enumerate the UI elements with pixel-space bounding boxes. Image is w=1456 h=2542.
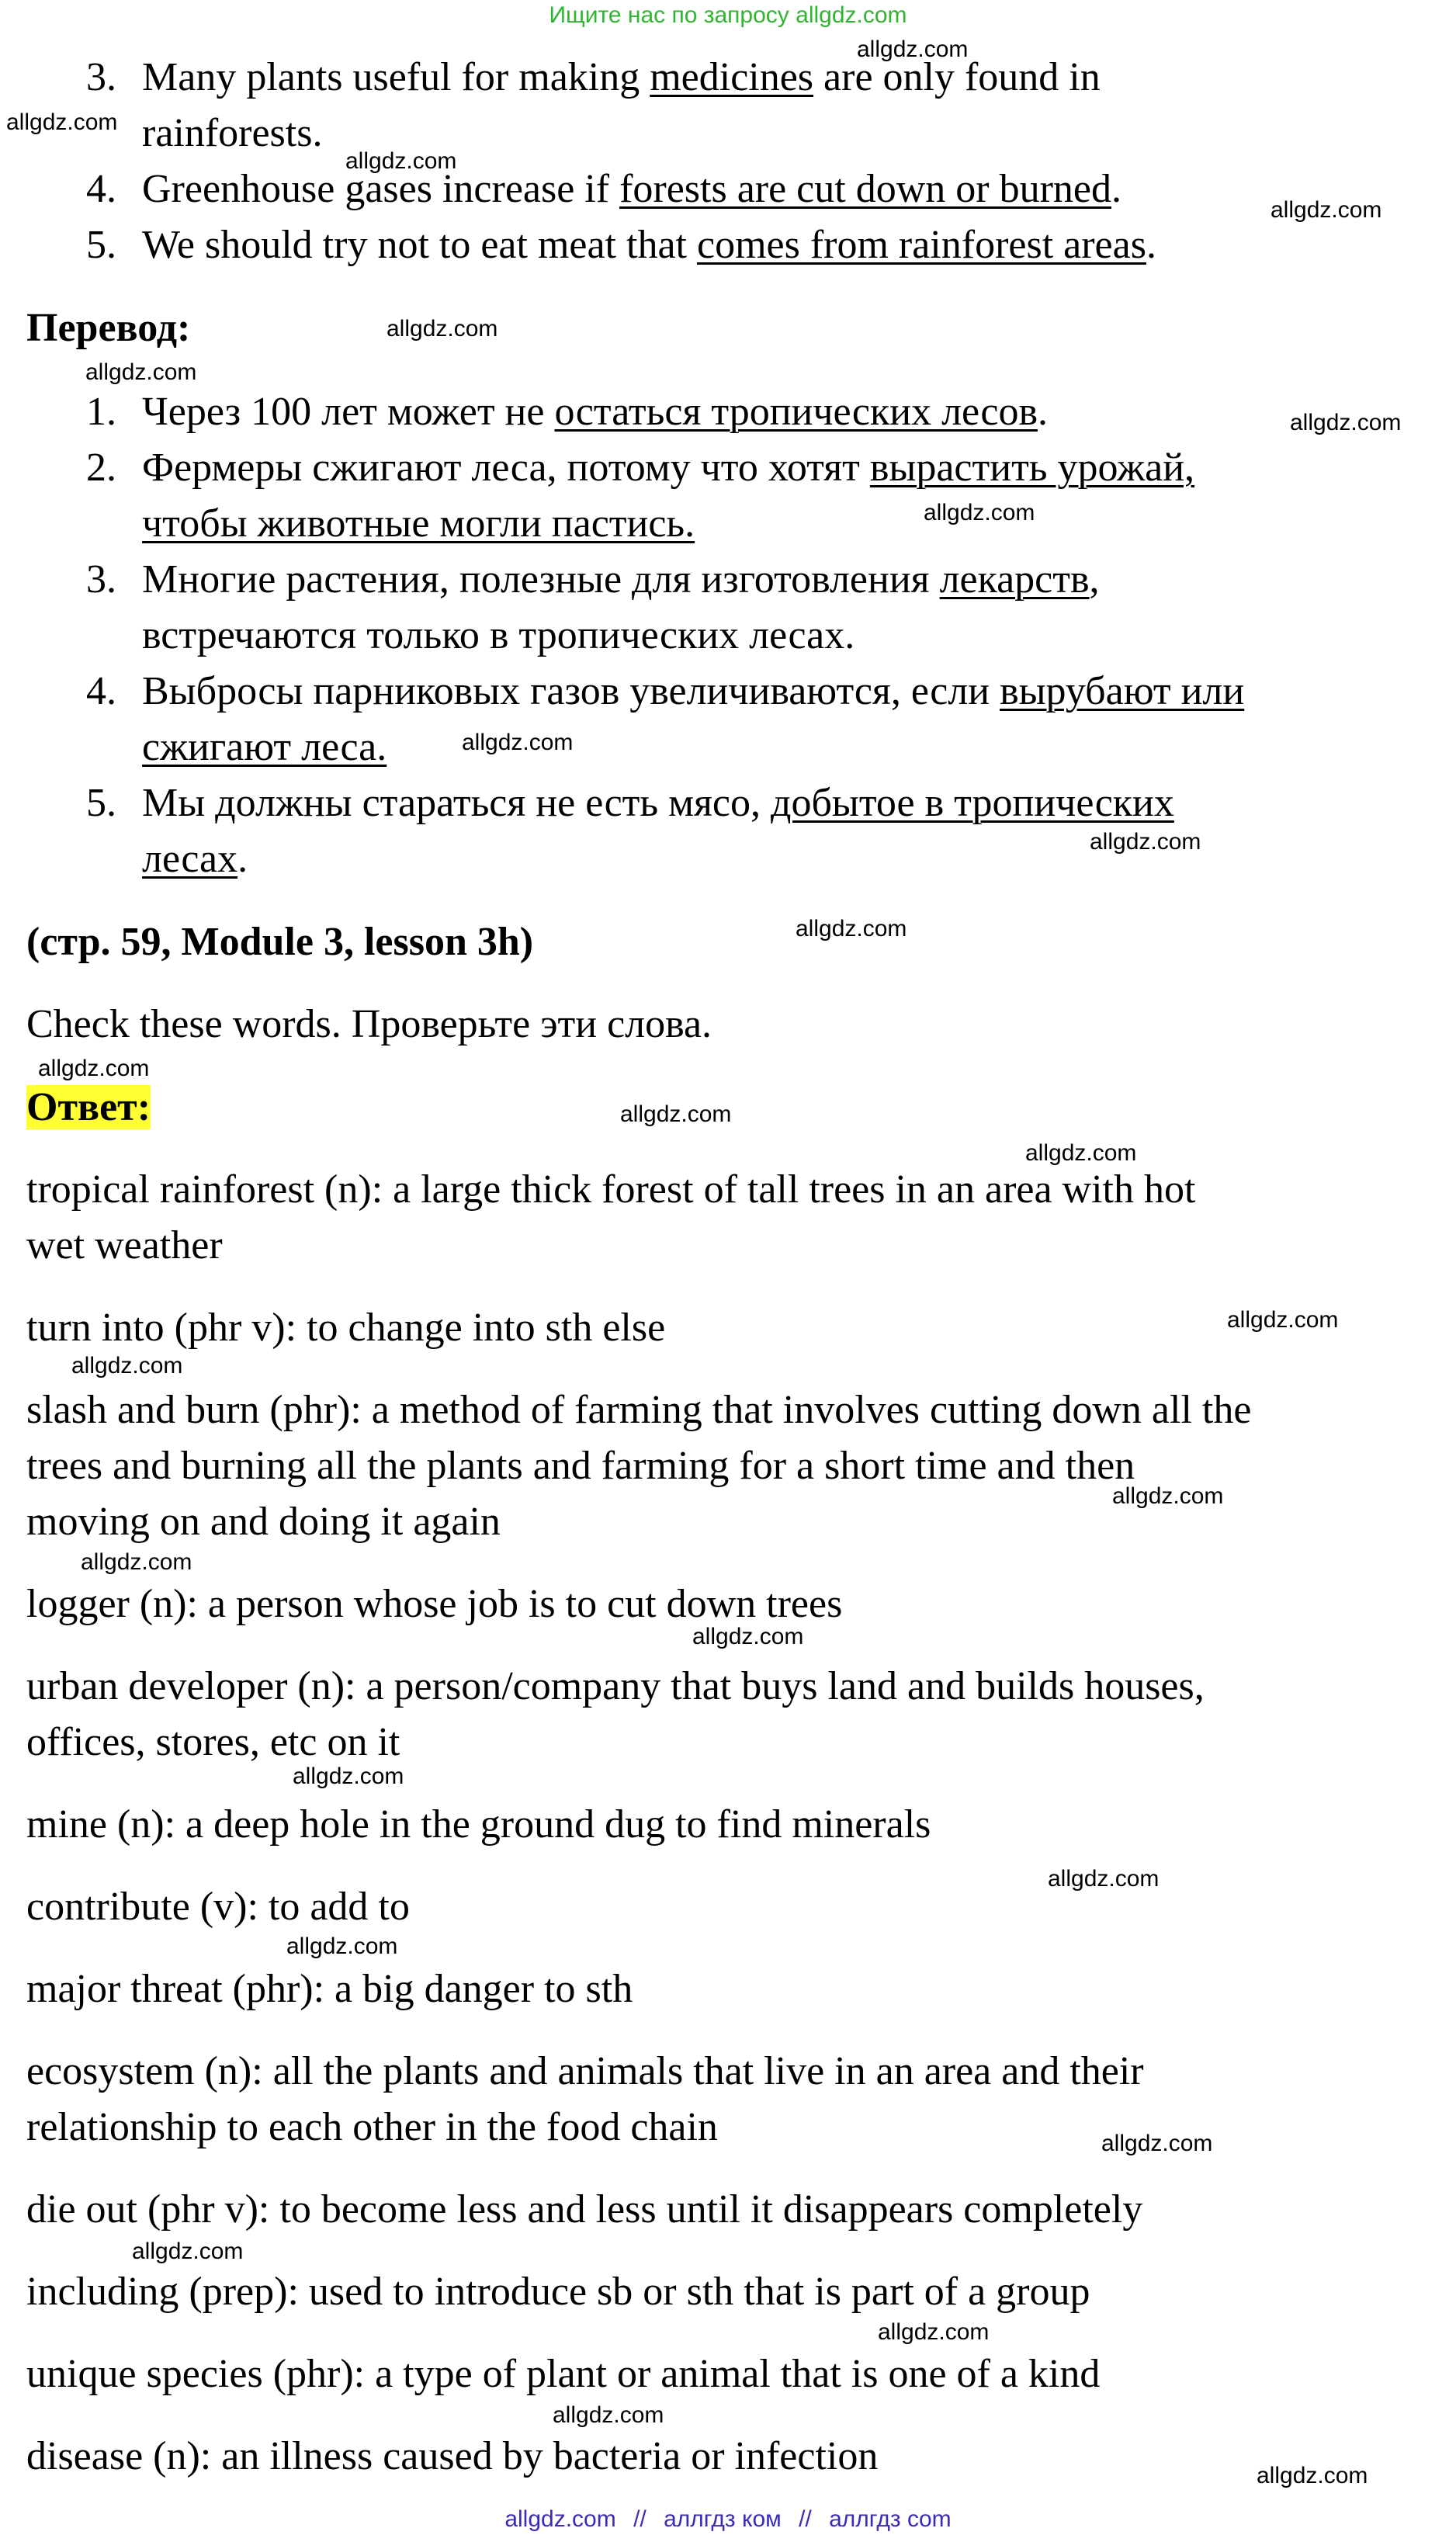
watermark: allgdz.com — [878, 2319, 990, 2345]
definition-line: turn into (phr v): to change into sth else — [26, 1306, 666, 1350]
footer-separator: // — [799, 2506, 812, 2532]
list-number: 4. — [86, 669, 116, 713]
task-text: Check these words. Проверьте эти слова. — [26, 1002, 712, 1046]
footer-separator: // — [633, 2506, 647, 2532]
watermark: allgdz.com — [462, 730, 574, 755]
definition-line: contribute (v): to add to — [26, 1885, 410, 1929]
list-number: 1. — [86, 390, 116, 434]
definition-line: moving on and doing it again — [26, 1500, 501, 1544]
watermark: allgdz.com — [857, 36, 969, 62]
footer-link[interactable]: аллгдз com — [829, 2506, 952, 2532]
definition-line: wet weather — [26, 1223, 223, 1268]
list-item-text: Многие растения, полезные для изготовления лекарств, — [142, 557, 1100, 602]
watermark: allgdz.com — [1048, 1866, 1160, 1892]
definition-line: including (prep): used to introduce sb or sth that is part of a group — [26, 2270, 1090, 2314]
list-item-text-cont: сжигают леса. — [142, 725, 387, 769]
translation-heading: Перевод: — [26, 306, 191, 350]
watermark: allgdz.com — [796, 916, 907, 942]
watermark: allgdz.com — [1090, 829, 1201, 855]
list-number: 5. — [86, 223, 116, 267]
watermark: allgdz.com — [38, 1056, 150, 1081]
definition-line: disease (n): an illness caused by bacteria or infection — [26, 2434, 879, 2478]
definition-line: ecosystem (n): all the plants and animals that live in an area and their — [26, 2049, 1144, 2093]
footer-links — [0, 2504, 1456, 2535]
watermark: allgdz.com — [71, 1353, 183, 1379]
list-number: 3. — [86, 55, 116, 99]
definition-line: slash and burn (phr): a method of farming that involves cutting down all the — [26, 1388, 1252, 1432]
list-item-text: We should try not to eat meat that comes from rainforest areas. — [142, 223, 1156, 267]
watermark: allgdz.com — [286, 1933, 398, 1959]
list-item-text-cont: лесах. — [142, 837, 248, 881]
list-item-text: Выбросы парниковых газов увеличиваются, если вырубают или — [142, 669, 1245, 713]
watermark: allgdz.com — [81, 1549, 192, 1575]
list-item-text-cont: чтобы животные могли пастись. — [142, 501, 695, 546]
watermark: allgdz.com — [85, 359, 197, 385]
footer-link[interactable]: аллгдз ком — [664, 2506, 782, 2532]
list-item-text: Фермеры сжигают леса, потому что хотят вырастить урожай, — [142, 446, 1195, 490]
list-item-text: Many plants useful for making medicines are only found in — [142, 55, 1101, 99]
definition-line: trees and burning all the plants and farming for a short time and then — [26, 1444, 1135, 1488]
definition-line: offices, stores, etc on it — [26, 1720, 400, 1764]
answer-label: Ответ: — [26, 1085, 151, 1129]
watermark: allgdz.com — [6, 109, 118, 135]
watermark: allgdz.com — [1271, 197, 1382, 223]
definition-line: die out (phr v): to become less and less until it disappears completely — [26, 2187, 1143, 2232]
list-item-text-cont: встречаются только в тропических лесах. — [142, 613, 855, 657]
watermark: allgdz.com — [132, 2239, 244, 2264]
watermark: allgdz.com — [1101, 2131, 1213, 2156]
list-item-text: Через 100 лет может не остаться тропических лесов. — [142, 390, 1049, 434]
watermark: allgdz.com — [1290, 410, 1402, 435]
list-item-text: Мы должны стараться не есть мясо, добытое в тропических — [142, 781, 1174, 825]
definition-line: urban developer (n): a person/company that buys land and builds houses, — [26, 1664, 1205, 1708]
definition-line: tropical rainforest (n): a large thick forest of tall trees in an area with hot — [26, 1167, 1196, 1212]
footer-link[interactable]: allgdz.com — [504, 2506, 616, 2532]
list-number: 4. — [86, 167, 116, 211]
watermark: allgdz.com — [1025, 1140, 1137, 1166]
list-item-text: Greenhouse gases increase if forests are cut down or burned. — [142, 167, 1121, 211]
watermark: allgdz.com — [553, 2402, 664, 2428]
list-item-text-cont: rainforests. — [142, 111, 323, 155]
watermark: allgdz.com — [620, 1101, 732, 1127]
definition-line: unique species (phr): a type of plant or animal that is one of a kind — [26, 2352, 1101, 2396]
watermark: allgdz.com — [387, 316, 498, 342]
definition-line: relationship to each other in the food chain — [26, 2105, 718, 2149]
list-number: 2. — [86, 446, 116, 490]
list-number: 5. — [86, 781, 116, 825]
watermark: allgdz.com — [1112, 1483, 1224, 1509]
watermark: allgdz.com — [924, 500, 1035, 525]
watermark: allgdz.com — [293, 1763, 404, 1789]
definition-line: mine (n): a deep hole in the ground dug to find minerals — [26, 1802, 931, 1847]
watermark: allgdz.com — [345, 148, 457, 174]
search-banner[interactable]: Ищите нас по запросу allgdz.com — [549, 2, 907, 28]
watermark: allgdz.com — [1227, 1307, 1339, 1333]
definition-line: major threat (phr): a big danger to sth — [26, 1967, 633, 2011]
watermark: allgdz.com — [1257, 2463, 1368, 2488]
section-heading: (стр. 59, Module 3, lesson 3h) — [26, 920, 534, 964]
watermark: allgdz.com — [692, 1624, 804, 1649]
list-number: 3. — [86, 557, 116, 602]
definition-line: logger (n): a person whose job is to cut down trees — [26, 1582, 843, 1626]
